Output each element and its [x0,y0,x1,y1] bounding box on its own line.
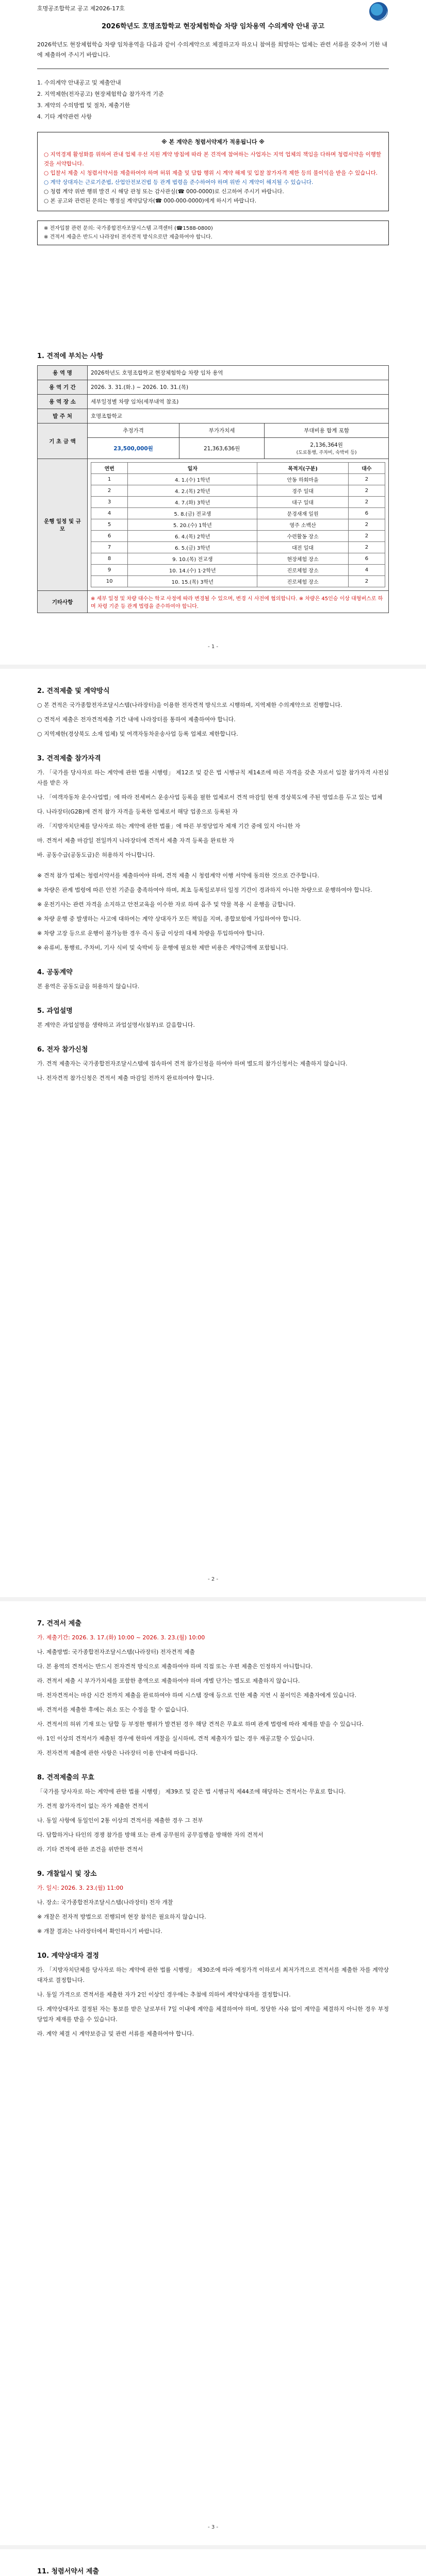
toc-item: 1. 수의계약 안내공고 및 제출안내 [37,79,121,86]
paragraph: 라. 「지방자치단체를 당사자로 하는 계약에 관한 법률」에 따른 부정당업자 제재 기간 중에 있지 아니한 자 [37,823,301,829]
page-2 [0,685,426,1088]
page-1-footer [0,644,426,650]
page-1 [0,0,426,250]
schedule-row [91,519,385,531]
schedule-cell: 2 [348,576,385,587]
page-number: - 3 - [208,2524,218,2530]
paragraph: 마. 견적서 제출 마감일 전일까지 나라장터에 견적서 제출 자격 등록을 완료한 자 [37,837,234,844]
schedule-head: 일자 [128,463,257,474]
paragraph: 마. 전자견적서는 마감 시간 전까지 제출을 완료하여야 하며 시스템 장애 등으로 인한 제출 지연 시 불이익은 제출자에게 있습니다. [37,1692,356,1699]
price-label: 기 초 금 액 [38,423,88,459]
place-value: 세부일정별 차량 임차(세부내역 참조) [88,395,389,409]
schedule-cell: 2 [348,485,385,497]
schedule-cell: 6. 5.(금) 3학년 [128,542,257,553]
schedule-cell: 6 [348,508,385,519]
schedule-cell: 6 [91,531,128,542]
schedule-cell: 9 [91,565,128,576]
paragraph: ○ 본 견적은 국가종합전자조달시스템(나라장터)을 이용한 전자견적 방식으로 시행하며, 지역제한 수의계약으로 진행합니다. [37,702,342,708]
schedule-cell: 8 [91,553,128,565]
schedule-row [91,576,385,587]
paragraph: ○ 견적서 제출은 전자견적제출 기간 내에 나라장터를 통하여 제출하여야 합니다. [37,716,236,723]
schedule-cell: 2 [348,474,385,485]
paragraph: 가. 일시: 2026. 3. 23.(월) 11:00 [37,1885,123,1891]
schedule-cell: 10 [91,576,128,587]
section-8-body [37,1787,389,1855]
section-title: 9. 개찰일시 및 장소 [37,1870,97,1878]
price-header-3: 부대비용 합계 포함 [265,423,389,438]
paragraph: ※ 개찰 결과는 나라장터에서 확인하시기 바랍니다. [37,1928,162,1935]
paragraph: 바. 견적서를 제출한 후에는 취소 또는 수정을 할 수 없습니다. [37,1706,189,1713]
toc-item: 3. 계약의 수의방법 및 절차, 제출기한 [37,102,130,109]
schedule-row [91,508,385,519]
page-number: - 1 - [208,644,218,650]
paragraph: 다. 담합하거나 타인의 경쟁 참가를 방해 또는 관계 공무원의 공무집행을 방해한 자의 견적서 [37,1832,264,1838]
section-1 [0,350,426,618]
paragraph: 나. 동일 가격으로 견적서를 제출한 자가 2인 이상인 경우에는 추첨에 의하여 계약상대자를 결정합니다. [37,1991,291,1998]
notice-line: ○ 청렴 계약 위반 행위 발견 시 해당 관청 또는 감사관실(☎ 000-0000)로 신고하여 주시기 바랍니다. [44,189,284,195]
section-title: 3. 견적제출 참가자격 [37,755,101,762]
schedule-cell: 5 [91,519,128,531]
period-label: 용 역 기 간 [38,380,88,395]
notice-line: ○ 지역경제 활성화를 위하여 관내 업체 우선 지원 계약 방침에 따라 본 견적에 참여하는 사업자는 지역 업체의 책임을 다하며 청렴서약을 이행할 것을 서약합니다. [44,151,382,167]
schedule-head: 목적지(구분) [257,463,348,474]
schedule-row [91,565,385,576]
paragraph: ※ 개찰은 전자적 방법으로 진행되며 현장 참석은 필요하지 않습니다. [37,1913,206,1920]
paragraph: ※ 차량 운행 중 발생하는 사고에 대하여는 계약 상대자가 모든 책임을 지며, 종합보험에 가입하여야 합니다. [37,916,301,922]
sub-notice-line: ※ 견적서 제출은 반드시 나라장터 전자견적 방식으로만 제출하여야 합니다. [44,234,212,240]
period-value: 2026. 3. 31.(화.) ~ 2026. 10. 31.(목) [88,380,389,395]
price-value-3-cell [265,438,389,459]
paragraph: 사. 견적서의 허위 기재 또는 담합 등 부정한 행위가 발견된 경우 해당 견적은 무효로 하며 관계 법령에 따라 제재를 받을 수 있습니다. [37,1721,364,1727]
price-value-3: 2,136,364원 [310,442,343,448]
toc-item: 2. 지역제한(전자공고) 현장체험학습 참가자격 기준 [37,91,164,97]
section-title: 10. 계약상대자 결정 [37,1952,99,1960]
section-3-extra [37,871,389,953]
paragraph: 다. 계약상대자로 결정된 자는 통보를 받은 날로부터 7일 이내에 계약을 체결하여야 하며, 정당한 사유 없이 계약을 체결하지 아니한 경우 부정당업자 제재를 받을 수 있습니다. [37,2006,389,2023]
paragraph: ※ 차량은 관계 법령에 따른 안전 기준을 충족하여야 하며, 최초 등록일로부터 일정 기간이 경과하지 아니한 차량으로 운행하여야 합니다. [37,887,372,893]
paragraph: ※ 견적 참가 업체는 청렴서약서를 제출하여야 하며, 견적 제출 시 청렴계약 이행 서약에 동의한 것으로 간주합니다. [37,872,319,879]
schedule-row [91,485,385,497]
tender-table [37,365,389,613]
schedule-cell: 4. 7.(화) 3학년 [128,497,257,508]
paragraph: 아. 1인 이상의 견적서가 제출된 경우에 한하여 개찰을 실시하며, 견적 제출자가 없는 경우 재공고할 수 있습니다. [37,1735,315,1742]
schedule-cell: 진로체험 장소 [257,565,348,576]
toc-list [37,77,389,123]
integrity-notice-box [37,132,389,211]
section-title: 5. 과업설명 [37,1007,73,1015]
price-value: 23,500,000원 [88,438,179,459]
section-3-body [37,768,389,860]
schedule-cell: 4 [91,508,128,519]
paragraph: 바. 공동수급(공동도급)은 허용하지 아니합니다. [37,852,155,858]
page-4 [0,2566,426,2576]
section-title: 6. 전자 참가신청 [37,1046,88,1054]
paragraph: 가. 「지방자치단체를 당사자로 하는 계약에 관한 법률 시행령」 제30조에 따라 예정가격 이하로서 최저가격으로 견적서를 제출한 자를 계약상대자로 결정합니다. [37,1967,389,1984]
notice-line: ○ 계약 상대자는 근로기준법, 산업안전보건법 등 관계 법령을 준수하여야 하며 위반 시 계약이 해지될 수 있습니다. [44,179,314,185]
paragraph: 자. 전자견적 제출에 관한 사항은 나라장터 이용 안내에 따릅니다. [37,1750,198,1756]
paragraph: ○ 지역제한(경상북도 소재 업체) 및 여객자동차운송사업 등록 업체로 제한합니다. [37,731,238,737]
schedule-table [91,462,385,587]
schedule-cell: 2 [348,497,385,508]
price-header-1: 추정가격 [88,423,179,438]
schedule-row [91,553,385,565]
schedule-cell: 10. 14.(수) 1·2학년 [128,565,257,576]
paragraph: 라. 기타 견적에 관한 조건을 위반한 견적서 [37,1846,143,1853]
section-title: 2. 견적제출 및 계약방식 [37,687,110,695]
section-title: 4. 공동계약 [37,969,73,976]
section-title: 1. 견적에 부치는 사항 [37,352,104,360]
schedule-head: 대수 [348,463,385,474]
schedule-cell: 수련활동 장소 [257,531,348,542]
schedule-cell: 1 [91,474,128,485]
remark-value: ※ 세부 일정 및 차량 대수는 학교 사정에 따라 변경될 수 있으며, 변경 시 사전에 협의합니다. ※ 차량은 45인승 이상 대형버스로 하며 차령 기준 등 관계 법령을 준수하여야 합니다. [88,591,389,613]
section-title: 7. 견적서 제출 [37,1620,81,1628]
integrity-notice-title: ※ 본 계약은 청렴서약제가 적용됩니다 ※ [161,139,265,145]
schedule-cell: 5. 8.(금) 전교생 [128,508,257,519]
toc-item: 4. 기타 계약관련 사항 [37,113,92,120]
schedule-cell: 4 [348,565,385,576]
schedule-cell: 5. 20.(수) 1학년 [128,519,257,531]
owner-label: 발 주 처 [38,409,88,423]
schedule-cell: 안동 하회마을 [257,474,348,485]
schedule-cell: 대전 일대 [257,542,348,553]
schedule-cell: 9. 10.(목) 전교생 [128,553,257,565]
schedule-cell: 경주 일대 [257,485,348,497]
section-9-body [37,1883,389,1937]
place-label: 용 역 장 소 [38,395,88,409]
schedule-cell: 6. 4.(목) 2학년 [128,531,257,542]
paragraph: 나. 동일 사항에 동일인이 2통 이상의 견적서를 제출한 경우 그 전부 [37,1817,203,1824]
sub-notice-box [37,221,389,245]
schedule-row [91,542,385,553]
schedule-row [91,497,385,508]
schedule-cell: 문경새재 일원 [257,508,348,519]
paragraph: 라. 견적서 제출 시 부가가치세를 포함한 총액으로 제출하여야 하며 개별 단가는 별도로 제출하지 않습니다. [37,1677,300,1684]
name-value: 2026학년도 호명조합학교 현장체험학습 차량 임차 용역 [88,366,389,380]
section-title: 11. 청렴서약서 제출 [37,2568,99,2575]
paragraph: 「국가를 당사자로 하는 계약에 관한 법률 시행령」 제39조 및 같은 법 시행규칙 제44조에 해당하는 견적서는 무효로 합니다. [37,1788,346,1795]
page-2-footer [0,1577,426,1582]
schedule-cell: 10. 15.(목) 3학년 [128,576,257,587]
page-divider [0,1597,426,1601]
schedule-cell: 2 [348,519,385,531]
paragraph: 가. 제출기간: 2026. 3. 17.(화) 10:00 ~ 2026. 3. 23.(월) 10:00 [37,1634,205,1641]
owner-value: 호명조합학교 [88,409,389,423]
schedule-cell [88,459,389,591]
paragraph: 가. 견적 참가자격이 없는 자가 제출한 견적서 [37,1803,149,1809]
section-2-body [37,700,389,739]
section-10-body [37,1965,389,2039]
schedule-cell: 4. 2.(목) 2학년 [128,485,257,497]
schedule-cell: 영주 소백산 [257,519,348,531]
schedule-cell: 대구 일대 [257,497,348,508]
schedule-cell: 2 [348,542,385,553]
section-5-body: 본 계약은 과업설명을 생략하고 과업설명서(첨부)로 갈음합니다. [37,1022,195,1028]
paragraph: ※ 차량 고장 등으로 운행이 불가능한 경우 즉시 동급 이상의 대체 차량을 투입하여야 합니다. [37,930,265,937]
notice-line: ○ 입찰서 제출 시 청렴서약서를 제출하여야 하며 허위 제출 및 담합 행위 시 계약 해제 및 입찰 참가자격 제한 등의 불이익을 받을 수 있습니다. [44,170,378,176]
schedule-row [91,531,385,542]
paragraph: 가. 견적 제출자는 국가종합전자조달시스템에 접속하여 견적 참가신청을 하여야 하며 별도의 참가신청서는 제출하지 않습니다. [37,1060,348,1067]
price-header-2: 부가가치세 [179,423,265,438]
page-3-footer [0,2524,426,2530]
paragraph: 다. 나라장터(G2B)에 견적 참가 자격을 등록한 업체로서 해당 업종으로 등록된 자 [37,808,238,815]
schedule-cell: 3 [91,497,128,508]
paragraph: 나. 장소: 국가종합전자조달시스템(나라장터) 전자 개찰 [37,1899,173,1906]
section-title: 8. 견적제출의 무효 [37,1774,94,1782]
schedule-head: 연번 [91,463,128,474]
paragraph: 가. 「국가를 당사자로 하는 계약에 관한 법률 시행령」 제12조 및 같은 법 시행규칙 제14조에 따른 자격을 갖춘 자로서 입찰 참가자격 사전심사를 받은 자 [37,769,389,786]
name-label: 용 역 명 [38,366,88,380]
page-3 [0,1618,426,2043]
schedule-cell: 진로체험 장소 [257,576,348,587]
school-logo-icon [369,2,388,21]
paragraph: 나. 전자견적 참가신청은 견적서 제출 마감일 전까지 완료하여야 합니다. [37,1075,215,1081]
section-4-body: 본 용역은 공동도급을 허용하지 않습니다. [37,983,140,990]
schedule-cell: 4. 1.(수) 1학년 [128,474,257,485]
paragraph: 다. 본 용역의 견적서는 반드시 전자견적 방식으로 제출하여야 하며 직접 또는 우편 제출은 인정하지 아니합니다. [37,1663,313,1670]
page-divider [0,665,426,669]
remark-label: 기타사항 [38,591,88,613]
paragraph: ※ 유류비, 통행료, 주차비, 기사 식비 및 숙박비 등 운행에 필요한 제반 비용은 계약금액에 포함됩니다. [37,944,288,951]
schedule-cell: 2 [91,485,128,497]
paragraph: 나. 제출방법: 국가종합전자조달시스템(나라장터) 전자견적 제출 [37,1649,195,1655]
schedule-cell: 현장체험 장소 [257,553,348,565]
section-6-body [37,1059,389,1083]
price-note: (도로통행, 주차비, 숙박비 등) [296,450,357,455]
schedule-cell: 2 [348,531,385,542]
section-7-body [37,1633,389,1758]
schedule-cell: 7 [91,542,128,553]
paragraph: 라. 계약 체결 시 계약보증금 및 관련 서류를 제출하여야 합니다. [37,2030,194,2037]
schedule-row [91,474,385,485]
schedule-label: 운행 일정 및 규 모 [38,459,88,591]
notice-number: 호명공조합학교 공고 제2026-17호 [37,5,125,12]
sub-notice-line: ※ 전자입찰 관련 문의: 국가종합전자조달시스템 고객센터 (☎1588-0800) [44,226,213,231]
notice-line: ○ 본 공고와 관련된 문의는 행정실 계약담당자(☎ 000-000-0000)에게 하시기 바랍니다. [44,198,257,204]
intro-text: 2026학년도 현장체험학습 차량 임차용역을 다음과 같이 수의계약으로 체결하고자 하오니 참여를 희망하는 업체는 관련 서류를 갖추어 기한 내에 제출하여 주시기 바랍니다. [37,41,387,58]
paragraph: 나. 「여객자동차 운수사업법」에 따라 전세버스 운송사업 등록을 필한 업체로서 견적 마감일 현재 경상북도에 주된 영업소를 두고 있는 업체 [37,794,383,801]
price-value-2: 21,363,636원 [179,438,265,459]
page-divider [0,2545,426,2549]
paragraph: ※ 운전기사는 관련 자격을 소지하고 안전교육을 이수한 자로 하며 음주 및 약물 복용 시 운행을 금합니다. [37,901,296,908]
page-number: - 2 - [208,1577,218,1582]
document-title: 2026학년도 호명조합학교 현장체험학습 차량 임차용역 수의계약 안내 공고 [101,23,325,30]
schedule-cell: 6 [348,553,385,565]
